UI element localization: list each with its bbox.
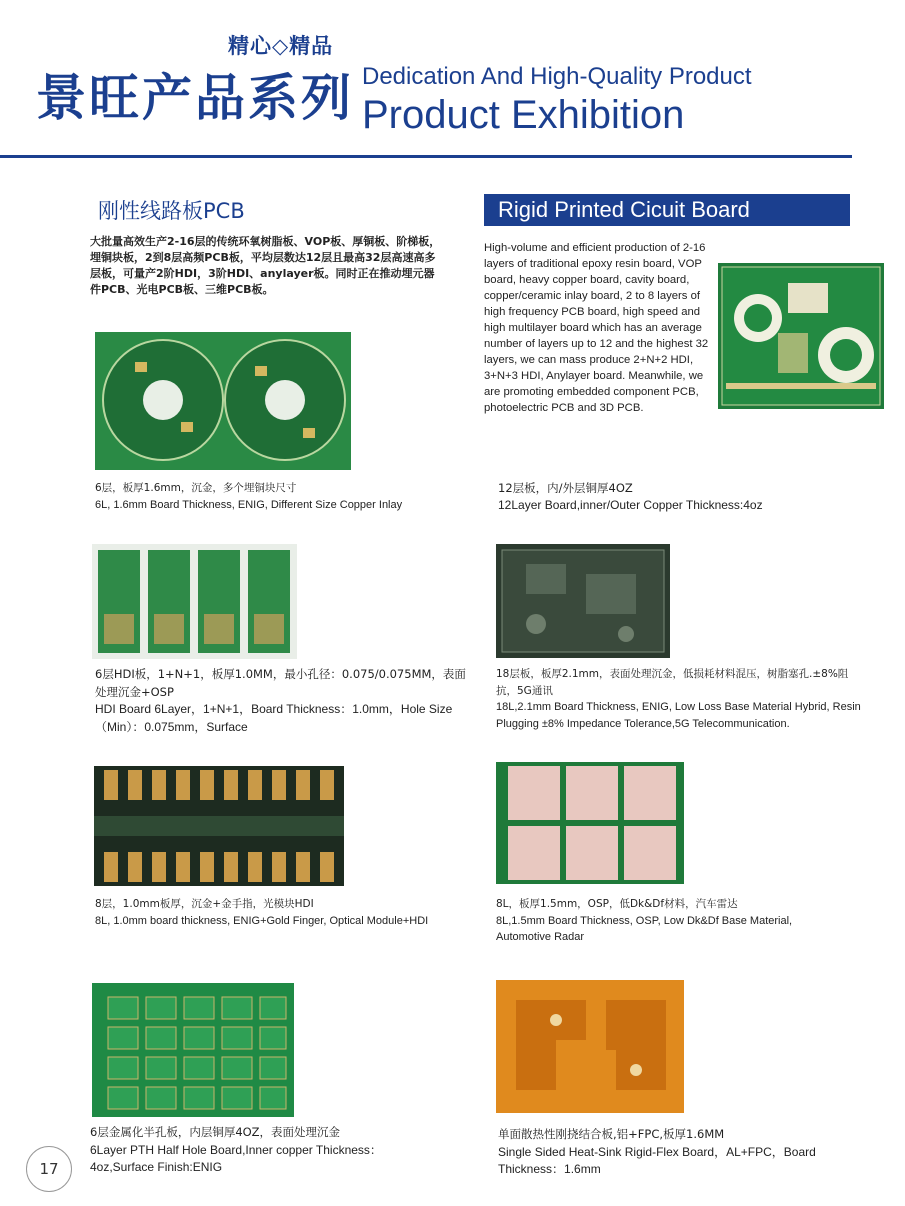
product-2-cn: 12层板，内/外层铜厚4OZ: [498, 481, 633, 495]
product-3-cn: 6层HDI板，1+N+1，板厚1.0MM，最小孔径：0.075/0.075MM，表面处理沉金+OSP: [95, 667, 466, 699]
product-5-en: 8L, 1.0mm board thickness, ENIG+Gold Finger, Optical Module+HDI: [95, 914, 429, 927]
product-8-caption: [498, 1126, 848, 1179]
product-4-en: 18L,2.1mm Board Thickness, ENIG, Low Loss Base Material Hybrid, Resin Plugging ±8% Impedance Tolerance,5G Telecommunication.: [496, 701, 861, 730]
product-4-cn: 18层板，板厚2.1mm，表面处理沉金，低损耗材料混压，树脂塞孔.±8%阻抗，5G通讯: [496, 668, 849, 697]
intro-en: High-volume and efficient production of 2-16 layers of traditional epoxy resin board, VOP board, heavy copper board, cavity board, copper/ceramic inlay board, 2 to 8 layers of high frequency PCB board, high speed and high multilayer board which has an average number of layers up to 12 and the highest 32 layers, we can mass produce 2+N+2 HDI, 3+N+3 HDI, Anylayer board. Meanwhile, we are promoting embedded component PCB, photoelectric PCB and 3D PCB.: [484, 242, 709, 414]
product-3-en: HDI Board 6Layer，1+N+1，Board Thickness：1.0mm，Hole Size（Min）：0.075mm，Surface: [95, 702, 453, 734]
pcb-hdi-6layer-image: [92, 544, 297, 659]
product-3-caption: [95, 666, 475, 736]
product-4-caption: [496, 666, 866, 732]
product-7-cn: 6层金属化半孔板，内层铜厚4OZ，表面处理沉金: [90, 1125, 341, 1139]
pcb-optical-module-image: [94, 766, 344, 886]
subtitle-en: Dedication And High-Quality Product: [362, 63, 752, 90]
pcb-12layer-image: [718, 263, 884, 409]
pcb-6layer-copper-inlay-image: [95, 332, 351, 470]
product-5-cn: 8层，1.0mm板厚，沉金+金手指，光模块HDI: [95, 898, 314, 910]
product-8-en: Single Sided Heat-Sink Rigid-Flex Board，AL+FPC，Board Thickness：1.6mm: [498, 1144, 816, 1176]
product-1-en: 6L, 1.6mm Board Thickness, ENIG, Different Size Copper Inlay: [95, 498, 403, 511]
product-1-cn: 6层，板厚1.6mm，沉金，多个埋铜块尺寸: [95, 482, 297, 494]
header-divider: [0, 155, 852, 158]
title-en: Product Exhibition: [362, 93, 685, 137]
product-8-cn: 单面散热性刚挠结合板,铝+FPC,板厚1.6MM: [498, 1127, 725, 1141]
product-1-caption: [95, 480, 465, 513]
intro-cn: 大批量高效生产2-16层的传统环氧树脂板、VOP板、厚铜板、阶梯板，埋铜块板，2到8层高频PCB板，平均层数达12层且最高32层高速高多层板，可量产2阶HDI，3阶HDI、anylayer板。同时正在推动埋元器件PCB、光电PCB板、三维PCB板。: [90, 235, 441, 296]
product-5-caption: [95, 896, 455, 929]
pcb-rigid-flex-image: [496, 980, 684, 1113]
pcb-automotive-radar-image: [496, 762, 684, 884]
product-6-cn: 8L，板厚1.5mm，OSP，低Dk&Df材料，汽车雷达: [496, 898, 738, 910]
slogan: 精心◇精品: [228, 34, 334, 58]
pcb-half-hole-image: [92, 983, 294, 1117]
product-6-en: 8L,1.5mm Board Thickness, OSP, Low Dk&Df Base Material, Automotive Radar: [496, 914, 793, 943]
product-7-caption: [90, 1124, 410, 1177]
brand-title: 景旺产品系列: [36, 69, 354, 127]
product-2-en: 12Layer Board,inner/Outer Copper Thickness:4oz: [498, 497, 763, 512]
product-6-caption: [496, 896, 836, 946]
section-title-cn: 刚性线路板PCB: [98, 199, 245, 223]
product-2-caption: [498, 480, 858, 513]
pcb-18layer-image: [496, 544, 670, 658]
section-title-en: Rigid Printed Cicuit Board: [484, 194, 850, 226]
page-number: 17: [26, 1146, 72, 1192]
product-7-en: 6Layer PTH Half Hole Board,Inner copper Thickness：4oz,Surface Finish:ENIG: [90, 1142, 382, 1174]
